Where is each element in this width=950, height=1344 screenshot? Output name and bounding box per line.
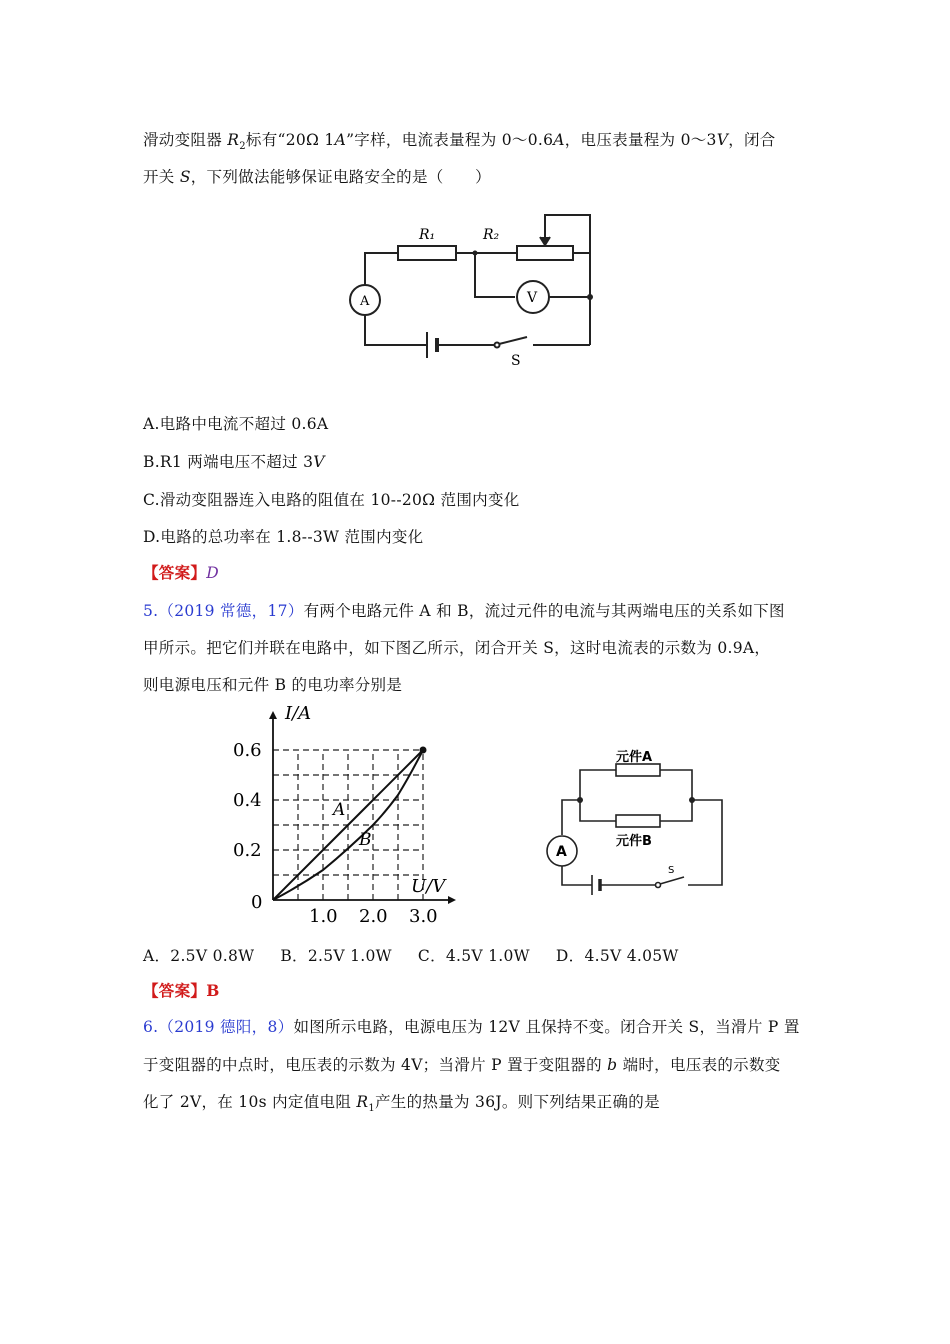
- q4-voltmeter-label: V: [527, 290, 538, 306]
- q6-stem-line1: 6.（2019 德阳，8）如图所示电路，电源电压为 12V 且保持不变。闭合开关 S，当滑片 P 置: [143, 1018, 800, 1036]
- x-tick-label: 3.0: [409, 906, 438, 927]
- y-tick-label: 0.4: [233, 790, 262, 811]
- q5-circuit-diagram: [538, 745, 738, 895]
- q5-option-a: A．2.5V 0.8W: [143, 947, 255, 965]
- y-axis-arrow: [269, 711, 277, 719]
- q4-stem-line2: 开关 S，下列做法能够保证电路安全的是（ ）: [143, 168, 491, 186]
- q5-stem-line2: 甲所示。把它们并联在电路中，如下图乙所示，闭合开关 S，这时电流表的示数为 0.9A，: [143, 639, 771, 657]
- q5-stem-line3: 则电源电压和元件 B 的电功率分别是: [143, 676, 403, 694]
- q4-answer: 【答案】D: [143, 563, 219, 582]
- intersection-point: [420, 747, 427, 754]
- q5-element-b-label: 元件B: [616, 834, 652, 849]
- x-axis-label: U/V: [411, 876, 446, 897]
- series-label-A: A: [333, 800, 346, 820]
- q4-option-c: C.滑动变阻器连入电路的阻值在 10--20Ω 范围内变化: [143, 491, 520, 509]
- q4-ammeter-label: A: [360, 294, 370, 309]
- q4-r1-label: R₁: [419, 227, 436, 243]
- x-tick-label: 1.0: [309, 906, 338, 927]
- q5-option-b: B．2.5V 1.0W: [280, 947, 392, 965]
- q6-stem-line3: 化了 2V，在 10s 内定值电阻 $R_1$产生的热量为 36J。则下列结果正确的是: [143, 1093, 660, 1115]
- q4-switch-label: S: [511, 353, 521, 369]
- q4-r2-label: R₂: [483, 227, 500, 243]
- q5-option-c: C．4.5V 1.0W: [417, 947, 530, 965]
- q5-stem-line1: 5.（2019 常德，17）有两个电路元件 A 和 B，流过元件的电流与其两端电压的关系如下图: [143, 602, 785, 620]
- q4-option-b: B.R1 两端电压不超过 3V: [143, 453, 325, 471]
- q5-ammeter-label: A: [556, 844, 567, 860]
- q5-answer: 【答案】B: [143, 981, 220, 1000]
- series-label-B: B: [359, 830, 372, 850]
- y-axis-label: I/A: [285, 703, 312, 724]
- q4-circuit-diagram: [335, 205, 605, 375]
- q5-iu-chart: [233, 703, 495, 932]
- x-tick-label: 2.0: [359, 906, 388, 927]
- q5-option-d: D．4.5V 4.05W: [555, 947, 679, 965]
- y-tick-label: 0.6: [233, 740, 262, 761]
- q4-stem-line1: 滑动变阻器 $R_2$标有“20Ω 1A”字样，电流表量程为 0～0.6A，电压表量程为 0～3V，闭合: [143, 131, 776, 153]
- x-axis-arrow: [448, 896, 456, 904]
- q5-options: [143, 944, 679, 966]
- q4-option-d: D.电路的总功率在 1.8--3W 范围内变化: [143, 528, 424, 546]
- q6-stem-line2: 于变阻器的中点时，电压表的示数为 4V；当滑片 P 置于变阻器的 b 端时，电压表的示数变: [143, 1056, 781, 1074]
- y-tick-label: 0.2: [233, 840, 262, 861]
- q4-option-a: A.电路中电流不超过 0.6A: [143, 415, 329, 433]
- q5-switch-label: S: [668, 865, 675, 876]
- origin-label: 0: [251, 892, 263, 913]
- q5-element-a-label: 元件A: [616, 750, 653, 765]
